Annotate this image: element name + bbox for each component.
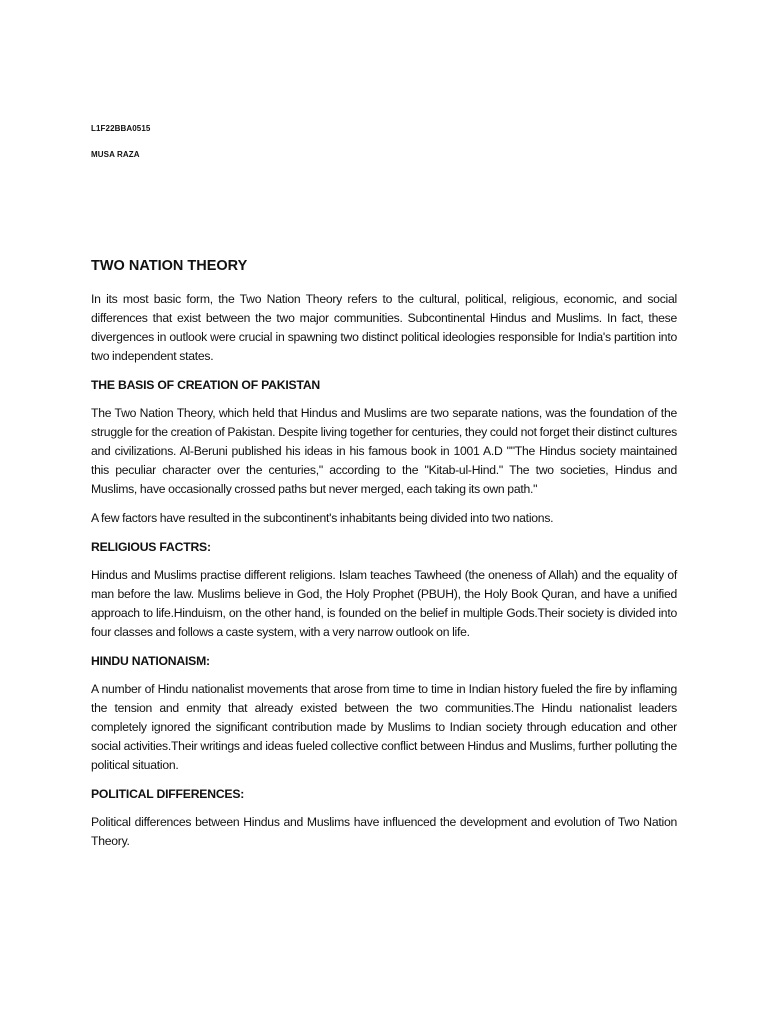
document-title: TWO NATION THEORY bbox=[91, 258, 248, 274]
religious-paragraph: Hindus and Muslims practise different religions. Islam teaches Tawheed (the oneness of Allah) and the equality of man before the law. Muslims believe in God, the Holy Prophet (PBUH), the Holy Book Quran, and have a unified approach to life.Hinduism, on the other hand, is founded on the belief in multiple Gods.Their society is divided into four classes and follows a caste system, with a very narrow outlook on life. bbox=[91, 568, 677, 639]
section-heading-hindu-nationalism: HINDU NATIONAISM: bbox=[91, 654, 210, 668]
hindu-nationalism-paragraph: A number of Hindu nationalist movements that arose from time to time in Indian history fueled the fire by inflaming the tension and enmity that already existed between the two communities.The Hindu nationalist leaders completely ignored the significant contribution made by Muslims to Indian society through education and other social activities.Their writings and ideas fueled collective conflict between Hindus and Muslims, further polluting the political situation. bbox=[91, 682, 677, 772]
section-heading-religious: RELIGIOUS FACTRS: bbox=[91, 540, 211, 554]
section-heading-basis: THE BASIS OF CREATION OF PAKISTAN bbox=[91, 378, 321, 392]
section-heading-political: POLITICAL DIFFERENCES: bbox=[91, 787, 245, 801]
student-id: L1F22BBA0515 bbox=[91, 124, 151, 133]
student-name: MUSA RAZA bbox=[91, 150, 140, 159]
basis-paragraph: The Two Nation Theory, which held that Hindus and Muslims are two separate nations, was the foundation of the struggle for the creation of Pakistan. Despite living together for centuries, they could not forget their distinct cultures and civilizations. Al-Beruni published his ideas in his famous book in 1001 A.D ""The Hindus society maintained this peculiar character over the centuries," according to the "Kitab-ul-Hind." The two societies, Hindus and Muslims, have occasionally crossed paths but never merged, each taking its own path." bbox=[91, 406, 677, 496]
political-paragraph: Political differences between Hindus and Muslims have influenced the development and evolution of Two Nation Theory. bbox=[91, 815, 677, 848]
intro-paragraph: In its most basic form, the Two Nation Theory refers to the cultural, political, religious, economic, and social differences that exist between the two major communities. Subcontinental Hindus and Muslims. In fact, these divergences in outlook were crucial in spawning two distinct political ideologies responsible for India's partition into two independent states. bbox=[91, 292, 677, 363]
factors-paragraph: A few factors have resulted in the subcontinent's inhabitants being divided into two nations. bbox=[91, 511, 554, 525]
document-body bbox=[91, 290, 677, 861]
